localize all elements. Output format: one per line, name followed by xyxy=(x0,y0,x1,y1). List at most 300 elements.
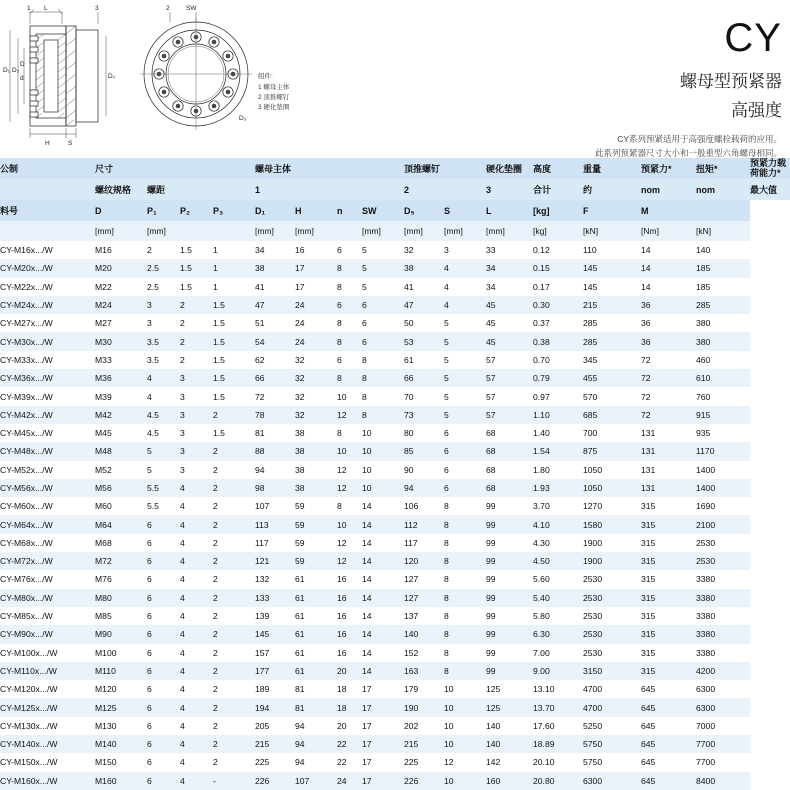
cell-d: M160 xyxy=(95,775,117,786)
cell-s: 8 xyxy=(444,611,449,622)
cell-fmax: 6300 xyxy=(696,684,716,695)
cell-ds: 61 xyxy=(404,354,414,365)
header-sym-S: S xyxy=(444,205,451,216)
cell-l: 57 xyxy=(486,409,496,420)
cell-p3: 2 xyxy=(213,720,218,731)
cell-fmax: 460 xyxy=(696,354,711,365)
cell-h: 61 xyxy=(295,611,305,622)
label-SW: SW xyxy=(186,5,197,12)
table-row[interactable] xyxy=(0,241,790,259)
table-row[interactable] xyxy=(0,461,790,479)
unit-L: [mm] xyxy=(486,221,533,241)
cell-p3: 2 xyxy=(213,665,218,676)
cell-d: M140 xyxy=(95,739,117,750)
table-row[interactable] xyxy=(0,497,790,515)
cell-kg: 7.00 xyxy=(533,647,550,658)
cell-ds: 179 xyxy=(404,684,419,695)
cell-l: 57 xyxy=(486,354,496,365)
table-row[interactable] xyxy=(0,753,790,771)
cell-ds: 215 xyxy=(404,739,419,750)
cell-m: 131 xyxy=(641,446,656,457)
cell-l: 99 xyxy=(486,501,496,512)
cell-ds: 90 xyxy=(404,464,414,475)
cell-d1: 139 xyxy=(255,611,270,622)
cell-kg: 5.40 xyxy=(533,592,550,603)
cell-p1: 6 xyxy=(147,647,152,658)
cell-p3: 1 xyxy=(213,263,218,274)
cell-d: M39 xyxy=(95,391,112,402)
cell-fmax: 2100 xyxy=(696,519,716,530)
cell-s: 5 xyxy=(444,354,449,365)
table-row[interactable] xyxy=(0,515,790,533)
cell-l: 34 xyxy=(486,281,496,292)
cell-ds: 163 xyxy=(404,665,419,676)
cell-h: 32 xyxy=(295,409,305,420)
cell-h: 16 xyxy=(295,245,305,256)
table-row[interactable] xyxy=(0,534,790,552)
cell-s: 8 xyxy=(444,647,449,658)
cell-p2: 1.5 xyxy=(180,281,192,292)
cell-code: CY-M85x.../W xyxy=(0,611,53,622)
cell-code: CY-M130x.../W xyxy=(0,720,58,731)
cell-d: M33 xyxy=(95,354,112,365)
cell-d: M150 xyxy=(95,757,117,768)
cell-ds: 50 xyxy=(404,318,414,329)
cell-kg: 1.80 xyxy=(533,464,550,475)
cell-m: 645 xyxy=(641,757,656,768)
cell-code: CY-M100x.../W xyxy=(0,647,58,658)
header-preload-force: 预紧力* xyxy=(641,164,672,174)
cell-f: 1050 xyxy=(583,483,603,493)
header-sym-SW: SW xyxy=(362,205,377,216)
cell-m: 72 xyxy=(641,391,651,402)
cell-kg: 13.10 xyxy=(533,684,555,695)
cell-s: 10 xyxy=(444,702,454,713)
label-H: H xyxy=(45,140,50,147)
cell-n: 12 xyxy=(337,556,347,567)
table-row[interactable] xyxy=(0,442,790,460)
cell-h: 17 xyxy=(295,263,305,274)
cell-p2: 3 xyxy=(180,373,185,384)
cell-d1: 117 xyxy=(255,537,269,548)
cell-sw: 14 xyxy=(362,574,372,585)
cell-n: 8 xyxy=(337,318,342,329)
cell-code: CY-M140x.../W xyxy=(0,739,58,750)
table-row[interactable] xyxy=(0,332,790,350)
cell-p3: 1.5 xyxy=(213,391,225,402)
header-nom-f: nom xyxy=(641,184,660,195)
cell-n: 8 xyxy=(337,428,342,439)
cell-m: 315 xyxy=(641,556,656,567)
table-row[interactable] xyxy=(0,259,790,277)
label-1: 1 xyxy=(27,5,31,12)
cell-n: 16 xyxy=(337,647,347,658)
cell-kg: 0.70 xyxy=(533,354,550,365)
table-row[interactable] xyxy=(0,717,790,735)
cell-p3: 1.5 xyxy=(213,373,225,384)
cell-f: 455 xyxy=(583,373,598,384)
label-S: S xyxy=(68,140,73,147)
cell-m: 645 xyxy=(641,739,656,750)
cell-ds: 66 xyxy=(404,373,414,384)
cell-d1: 107 xyxy=(255,501,270,512)
cell-p2: 4 xyxy=(180,483,185,493)
cell-d: M56 xyxy=(95,483,112,493)
cell-l: 99 xyxy=(486,574,496,585)
cell-ds: 127 xyxy=(404,592,419,603)
cell-h: 59 xyxy=(295,556,305,567)
cell-sw: 5 xyxy=(362,263,367,274)
cell-p1: 4 xyxy=(147,391,152,402)
cell-s: 10 xyxy=(444,720,454,731)
cell-p2: 4 xyxy=(180,665,185,676)
cell-m: 72 xyxy=(641,354,651,365)
cell-ds: 41 xyxy=(404,281,414,292)
cell-d: M68 xyxy=(95,537,112,548)
cell-p2: 3 xyxy=(180,391,185,402)
cell-code: CY-M125x.../W xyxy=(0,702,58,713)
description-line-2: 此系列预紧器尺寸大小和一般重型六角螺母相同。 xyxy=(594,148,782,159)
cell-d1: 205 xyxy=(255,720,270,731)
cell-m: 14 xyxy=(641,245,651,256)
cell-n: 6 xyxy=(337,300,342,311)
header-weight: 重量 xyxy=(583,164,602,174)
cell-code: CY-M80x.../W xyxy=(0,592,53,603)
cell-kg: 5.80 xyxy=(533,611,550,622)
cell-p2: 4 xyxy=(180,556,185,567)
cell-n: 20 xyxy=(337,665,347,676)
cell-f: 1270 xyxy=(583,501,603,512)
cell-d: M72 xyxy=(95,556,112,567)
label-D: D xyxy=(20,61,25,68)
cell-l: 68 xyxy=(486,428,496,439)
cell-ds: 226 xyxy=(404,775,419,786)
header-hardened-washer: 硬化垫圈 xyxy=(486,164,523,174)
cell-m: 315 xyxy=(641,665,656,676)
cell-kg: 0.17 xyxy=(533,281,550,292)
cell-s: 12 xyxy=(444,757,454,768)
cell-fmax: 3380 xyxy=(696,592,716,603)
cell-m: 645 xyxy=(641,684,656,695)
table-row[interactable] xyxy=(0,351,790,369)
cell-p1: 5.5 xyxy=(147,483,159,493)
table-row[interactable] xyxy=(0,552,790,570)
cell-s: 8 xyxy=(444,592,449,603)
unit-P3 xyxy=(213,221,255,241)
cell-f: 5750 xyxy=(583,757,603,768)
cell-h: 32 xyxy=(295,354,305,365)
cell-d1: 81 xyxy=(255,428,265,439)
cell-s: 3 xyxy=(444,245,449,256)
cell-fmax: 1400 xyxy=(696,483,716,493)
cell-d1: 133 xyxy=(255,592,270,603)
cell-code: CY-M68x.../W xyxy=(0,537,53,548)
cell-n: 18 xyxy=(337,684,347,695)
cell-fmax: 140 xyxy=(696,245,711,256)
cell-h: 94 xyxy=(295,757,305,768)
header-sym-kg: [kg] xyxy=(533,205,550,216)
cell-d1: 189 xyxy=(255,684,270,695)
cell-d: M120 xyxy=(95,684,117,695)
table-row[interactable] xyxy=(0,735,790,753)
header-total: 合计 xyxy=(533,185,552,195)
cell-sw: 17 xyxy=(362,757,372,768)
cell-sw: 14 xyxy=(362,519,372,530)
page-description xyxy=(362,132,782,161)
cell-s: 4 xyxy=(444,263,449,274)
cell-f: 5750 xyxy=(583,739,603,750)
table-row[interactable] xyxy=(0,314,790,332)
cell-kg: 1.93 xyxy=(533,483,550,493)
table-row[interactable] xyxy=(0,698,790,716)
unit-D: [mm] xyxy=(95,221,147,241)
cell-kg: 1.40 xyxy=(533,428,550,439)
spec-table-head xyxy=(0,158,790,241)
cell-ds: 70 xyxy=(404,391,414,402)
cell-f: 5250 xyxy=(583,720,603,731)
cell-l: 45 xyxy=(486,318,496,329)
cell-kg: 1.54 xyxy=(533,446,550,457)
label-d: d xyxy=(20,75,24,82)
cell-m: 36 xyxy=(641,318,651,329)
table-row[interactable] xyxy=(0,296,790,314)
table-row[interactable] xyxy=(0,644,790,662)
cell-d: M48 xyxy=(95,446,112,457)
cell-d: M85 xyxy=(95,611,112,622)
cell-p3: 2 xyxy=(213,446,218,457)
cell-fmax: 185 xyxy=(696,281,711,292)
cell-h: 32 xyxy=(295,391,305,402)
cell-f: 345 xyxy=(583,354,598,365)
cell-p3: 1.5 xyxy=(213,300,225,311)
cell-ds: 94 xyxy=(404,483,414,493)
cell-code: CY-M16x.../W xyxy=(0,245,53,256)
cell-sw: 14 xyxy=(362,556,372,567)
cell-m: 36 xyxy=(641,300,651,311)
cell-p2: 2 xyxy=(180,336,185,347)
table-row[interactable] xyxy=(0,662,790,680)
cell-l: 99 xyxy=(486,665,496,676)
cell-ds: 80 xyxy=(404,428,414,439)
cell-sw: 5 xyxy=(362,281,367,292)
cell-m: 131 xyxy=(641,464,656,475)
cell-ds: 32 xyxy=(404,245,414,256)
cell-d: M100 xyxy=(95,647,117,658)
cell-p1: 5 xyxy=(147,446,152,457)
cell-p1: 3 xyxy=(147,318,152,329)
unit-M: [Nm] xyxy=(641,221,696,241)
cell-ds: 117 xyxy=(404,537,418,548)
header-area xyxy=(0,0,790,158)
cell-ds: 127 xyxy=(404,574,419,585)
cell-d1: 121 xyxy=(255,556,270,567)
table-row[interactable] xyxy=(0,424,790,442)
cell-d: M20 xyxy=(95,263,112,274)
cell-d: M16 xyxy=(95,245,112,256)
cell-sw: 17 xyxy=(362,702,372,713)
cell-h: 24 xyxy=(295,336,305,347)
cell-l: 34 xyxy=(486,263,496,274)
cell-ds: 190 xyxy=(404,702,419,713)
cell-fmax: 935 xyxy=(696,428,711,439)
label-D1: D₁ xyxy=(3,67,10,74)
cell-d1: 113 xyxy=(255,519,269,530)
header-sym-P2: P₂ xyxy=(180,205,191,216)
cell-n: 6 xyxy=(337,354,342,365)
cell-h: 38 xyxy=(295,428,305,439)
cell-ds: 73 xyxy=(404,409,414,420)
cell-d: M64 xyxy=(95,519,112,530)
cell-ds: 225 xyxy=(404,757,419,768)
cell-f: 2530 xyxy=(583,611,603,622)
cell-sw: 10 xyxy=(362,483,372,493)
cell-kg: 1.10 xyxy=(533,409,550,420)
cell-f: 685 xyxy=(583,409,598,420)
cell-s: 5 xyxy=(444,391,449,402)
header-nut-body: 螺母主体 xyxy=(255,164,292,174)
cell-m: 72 xyxy=(641,409,651,420)
cell-kg: 0.37 xyxy=(533,318,550,329)
cell-m: 315 xyxy=(641,647,656,658)
cell-l: 33 xyxy=(486,245,496,256)
header-approx: 约 xyxy=(583,185,593,195)
cell-d1: 145 xyxy=(255,629,270,640)
cell-kg: 9.00 xyxy=(533,665,550,676)
cell-l: 99 xyxy=(486,592,496,603)
table-row[interactable] xyxy=(0,607,790,625)
cell-p1: 6 xyxy=(147,629,152,640)
cell-p3: 2 xyxy=(213,537,218,548)
cell-d1: 47 xyxy=(255,300,265,311)
cell-s: 8 xyxy=(444,556,449,567)
header-sym-fmax-blank xyxy=(696,200,750,221)
cell-l: 99 xyxy=(486,556,496,567)
table-row[interactable] xyxy=(0,387,790,405)
header-sym-P3: P₃ xyxy=(213,205,224,216)
cell-p3: 2 xyxy=(213,519,218,530)
cell-ds: 47 xyxy=(404,300,414,311)
cell-sw: 6 xyxy=(362,300,367,311)
table-row[interactable] xyxy=(0,369,790,387)
cell-code: CY-M120x.../W xyxy=(0,684,58,695)
unit-P1: [mm] xyxy=(147,221,180,241)
cell-d1: 94 xyxy=(255,464,265,475)
cell-h: 81 xyxy=(295,684,305,695)
cell-p3: 1 xyxy=(213,245,218,256)
table-row[interactable] xyxy=(0,278,790,296)
cell-d: M130 xyxy=(95,720,117,731)
cell-fmax: 7700 xyxy=(696,757,716,768)
unit-kg: [kg] xyxy=(533,221,583,241)
cell-m: 645 xyxy=(641,702,656,713)
table-row[interactable] xyxy=(0,479,790,497)
cell-p3: 2 xyxy=(213,739,218,750)
cell-p1: 6 xyxy=(147,702,152,713)
cell-s: 6 xyxy=(444,446,449,457)
cell-d1: 194 xyxy=(255,702,270,713)
cell-n: 6 xyxy=(337,245,342,256)
header-sym-P1: P₁ xyxy=(147,205,157,216)
cell-s: 5 xyxy=(444,318,449,329)
cell-kg: 4.30 xyxy=(533,537,550,548)
cell-l: 125 xyxy=(486,702,501,713)
cell-f: 570 xyxy=(583,391,598,402)
header-nom-m: nom xyxy=(696,184,715,195)
cell-m: 315 xyxy=(641,592,656,603)
cell-p3: 1.5 xyxy=(213,428,225,439)
cell-d1: 54 xyxy=(255,336,265,347)
cell-m: 315 xyxy=(641,629,656,640)
cell-s: 8 xyxy=(444,665,449,676)
table-row[interactable] xyxy=(0,680,790,698)
table-row[interactable] xyxy=(0,406,790,424)
cell-f: 1900 xyxy=(583,556,603,567)
cell-h: 94 xyxy=(295,720,305,731)
cell-m: 36 xyxy=(641,336,651,347)
cell-m: 131 xyxy=(641,483,656,493)
cell-code: CY-M27x.../W xyxy=(0,318,53,329)
table-row[interactable] xyxy=(0,772,790,790)
cell-p2: 4 xyxy=(180,775,185,786)
table-row[interactable] xyxy=(0,625,790,643)
cell-l: 68 xyxy=(486,446,496,457)
spec-table-wrapper xyxy=(0,158,790,790)
cell-h: 59 xyxy=(295,501,305,512)
cell-m: 14 xyxy=(641,281,651,292)
cell-m: 645 xyxy=(641,775,656,786)
cell-fmax: 1170 xyxy=(696,446,715,457)
table-row[interactable] xyxy=(0,570,790,588)
table-row[interactable] xyxy=(0,589,790,607)
cell-f: 215 xyxy=(583,300,598,311)
cell-f: 1580 xyxy=(583,519,603,530)
cell-n: 8 xyxy=(337,281,342,292)
cell-l: 125 xyxy=(486,684,501,695)
cell-h: 61 xyxy=(295,629,305,640)
cell-p3: 2 xyxy=(213,556,218,567)
cell-p2: 4 xyxy=(180,629,185,640)
label-L: L xyxy=(44,5,48,12)
header-row-sub xyxy=(0,179,790,200)
cell-p2: 4 xyxy=(180,647,185,658)
header-part-1: 1 xyxy=(255,184,261,195)
cell-n: 18 xyxy=(337,702,347,713)
cell-d1: 41 xyxy=(255,281,265,292)
cell-kg: 0.30 xyxy=(533,300,550,311)
cell-n: 12 xyxy=(337,409,347,420)
cell-n: 12 xyxy=(337,537,347,548)
header-part-2: 2 xyxy=(404,184,410,195)
cell-ds: 202 xyxy=(404,720,419,731)
cell-s: 5 xyxy=(444,409,449,420)
header-row-symbols xyxy=(0,200,790,221)
cell-d: M60 xyxy=(95,501,112,512)
cell-code: CY-M90x.../W xyxy=(0,629,53,640)
cell-code: CY-M45x.../W xyxy=(0,428,53,439)
cell-d1: 177 xyxy=(255,665,270,676)
cell-h: 38 xyxy=(295,483,305,493)
cell-f: 145 xyxy=(583,263,598,274)
legend-item-2: 2 顶推螺钉 xyxy=(258,94,290,102)
cell-fmax: 2530 xyxy=(696,537,716,548)
cell-s: 10 xyxy=(444,684,454,695)
cell-kg: 13.70 xyxy=(533,702,555,713)
cell-ds: 85 xyxy=(404,446,414,457)
cell-n: 22 xyxy=(337,739,347,750)
cell-p3: 2 xyxy=(213,647,218,658)
cell-p2: 1.5 xyxy=(180,263,192,274)
cell-f: 4700 xyxy=(583,702,603,713)
